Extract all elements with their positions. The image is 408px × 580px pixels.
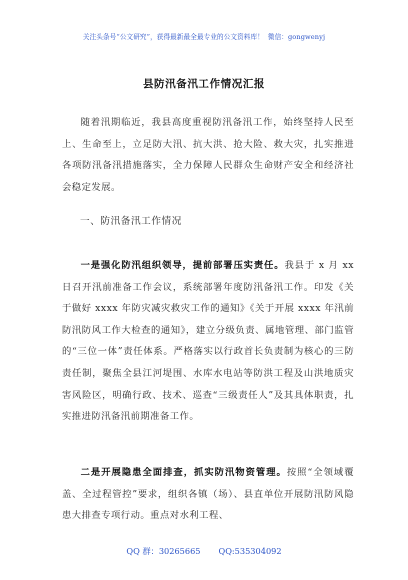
paragraph-2-lead: 二是开展隐患全面排查，抓实防汛物资管理。	[80, 467, 287, 478]
paragraph-2-body: 按照“全领域覆盖、全过程管控”要求，组织各镇（场）、县直单位开展防汛防风隐患大排查专项行动。重点对水利工程、	[62, 467, 354, 522]
header-notice: 关注头条号“公文研究”，获得最新最全最专业的公文资料库！	[82, 33, 264, 41]
paragraph-2	[62, 462, 354, 527]
footer-contact	[0, 546, 408, 557]
intro-paragraph: 随着汛期临近，我县高度重视防汛备汛工作，始终坚持人民至上、生命至上，立足防大汛、抗大洪、抢大险、救大灾，扎实推进各项防汛备汛措施落实，全力保障人民群众生命财产安全和经济社会稳定发展。	[62, 117, 354, 193]
header-banner	[0, 31, 408, 41]
footer-qq-number: QQ:535304092	[218, 546, 282, 556]
document-title: 县防汛备汛工作情况汇报	[142, 78, 266, 90]
section-heading: 一、防汛备汛工作情况	[80, 216, 182, 227]
paragraph-1	[62, 255, 354, 428]
paragraph-1-lead: 一是强化防汛组织领导，提前部署压实责任。	[80, 260, 285, 271]
paragraph-1-body: 我县于 x 月 xx 日召开汛前准备工作会议，系统部署年度防汛备汛工作。印发《关于做好 xxxx 年防灾减灾救灾工作的通知》《关于开展 xxxx 年汛前防汛防风工作大检查的通知》，建立分级负责、属地管理、部门监管的“三位一体”责任体系。严格落实以行政首长负责制为核心的三防责任制，聚焦全县江河堤围、水库水电站等防洪工程及山洪地质灾害风险区，明确行政、技术、巡查“三级责任人”及其具体职责，扎实推进防汛备汛前期准备工作。	[62, 260, 354, 423]
footer-qq-group: QQ 群：30265665	[126, 546, 201, 556]
header-wechat: 微信：gongwenyj	[267, 33, 326, 41]
